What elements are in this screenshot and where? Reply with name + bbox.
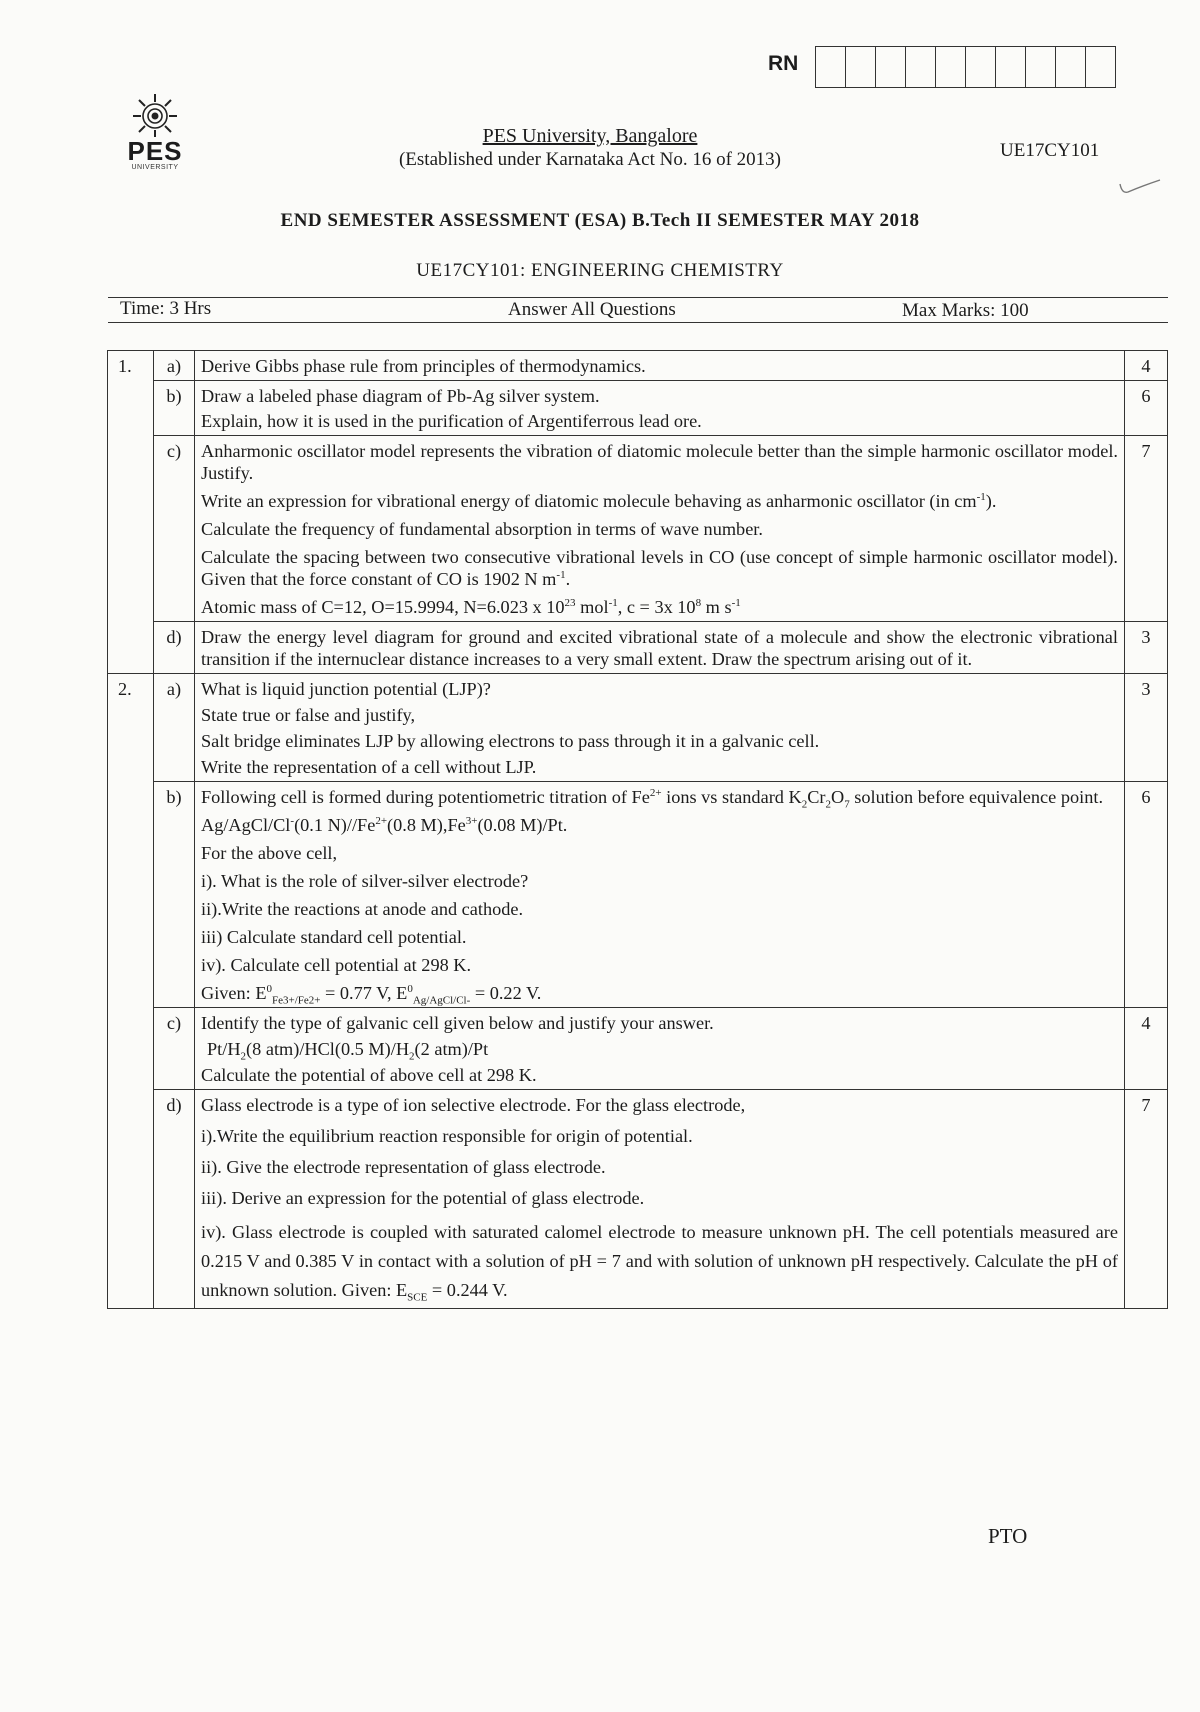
register-number-label: RN bbox=[768, 52, 799, 75]
marks: 3 bbox=[1125, 622, 1168, 674]
part-label: d) bbox=[154, 1090, 195, 1309]
max-marks: Max Marks: 100 bbox=[902, 300, 1029, 321]
text-line: $Pt/H_2(8$ atm)/HCl(0.5 $M)/H_2(2$ atm)/Pt bbox=[207, 1039, 489, 1063]
register-number-box[interactable] bbox=[816, 47, 846, 87]
marks: 7 bbox=[1125, 1090, 1168, 1309]
text-line: Derive Gibbs phase rule from principles of thermodynamics. bbox=[201, 356, 646, 376]
question-text bbox=[195, 381, 1125, 436]
divider bbox=[108, 297, 1168, 298]
question-text bbox=[195, 622, 1125, 674]
text-line: Draw a labeled phase diagram of Pb-Ag silver system. bbox=[201, 386, 600, 406]
text-line: State true or false and justify, bbox=[201, 705, 416, 725]
question-row bbox=[108, 351, 1168, 381]
question-row bbox=[108, 381, 1168, 436]
pencil-tick-icon bbox=[1118, 176, 1162, 200]
university-block bbox=[300, 124, 880, 172]
part-label: a) bbox=[154, 351, 195, 381]
course-code: UE17CY101 bbox=[1000, 140, 1100, 161]
question-row bbox=[108, 674, 1168, 782]
text-line: Calculate the potential of above cell at 298 K. bbox=[201, 1065, 537, 1085]
marks: 3 bbox=[1125, 674, 1168, 782]
question-text bbox=[195, 1008, 1125, 1090]
question-row bbox=[108, 622, 1168, 674]
text-line: iv). Glass electrode is coupled with saturated calomel electrode to measure unknown pH. The cell potentials measured are 0.215 V and 0.385 V in contact with a solution of pH = 7 and with solution of unknown pH respectively. Calculate the pH of unknown solution. Given: $E_{SCE} = 0.244$ V. bbox=[201, 1222, 1118, 1304]
text-line: What is liquid junction potential (LJP)? bbox=[201, 679, 491, 699]
register-number-box[interactable] bbox=[876, 47, 906, 87]
text-line: iii) Calculate standard cell potential. bbox=[201, 927, 467, 947]
establishment-note: (Established under Karnataka Act No. 16 of 2013) bbox=[398, 149, 781, 170]
text-line: Draw the energy level diagram for ground and excited vibrational state of a molecule and show the electronic vibrational transition if the internuclear distance increases to a very small extent. Draw the spectrum arising out of it. bbox=[201, 627, 1118, 669]
part-label: a) bbox=[154, 674, 195, 782]
question-text bbox=[195, 782, 1125, 1008]
question-row bbox=[108, 782, 1168, 1008]
university-name: PES University, Bangalore bbox=[482, 125, 698, 147]
marks: 4 bbox=[1125, 351, 1168, 381]
question-number: 1. bbox=[108, 351, 154, 674]
marks: 7 bbox=[1125, 436, 1168, 622]
register-number-boxes[interactable] bbox=[815, 46, 1116, 88]
text-line: Write the representation of a cell without LJP. bbox=[201, 757, 537, 777]
register-number-box[interactable] bbox=[996, 47, 1026, 87]
part-label: b) bbox=[154, 782, 195, 1008]
text-line: Identify the type of galvanic cell given below and justify your answer. bbox=[201, 1013, 714, 1033]
question-row bbox=[108, 436, 1168, 622]
text-line: ii). Give the electrode representation of glass electrode. bbox=[201, 1157, 606, 1177]
exam-title: END SEMESTER ASSESSMENT (ESA) B.Tech II SEMESTER MAY 2018 bbox=[280, 210, 920, 231]
question-row bbox=[108, 1008, 1168, 1090]
marks: 6 bbox=[1125, 381, 1168, 436]
question-text bbox=[195, 351, 1125, 381]
divider bbox=[108, 322, 1168, 323]
exam-instruction: Answer All Questions bbox=[508, 299, 676, 320]
part-label: c) bbox=[154, 436, 195, 622]
text-line: Salt bridge eliminates LJP by allowing electrons to pass through it in a galvanic cell. bbox=[201, 731, 820, 751]
question-text bbox=[195, 436, 1125, 622]
text-line: Given: $E^0_{Fe3+/Fe2+} = 0.77$ V, $E^0_{Ag/AgCl/Cl-} = 0.22$ V. bbox=[201, 982, 542, 1007]
subject-title: UE17CY101: ENGINEERING CHEMISTRY bbox=[416, 260, 784, 281]
questions-table bbox=[107, 350, 1168, 1309]
register-number-box[interactable] bbox=[966, 47, 996, 87]
question-row bbox=[108, 1090, 1168, 1309]
text-line: i). What is the role of silver-silver electrode? bbox=[201, 871, 529, 891]
part-label: b) bbox=[154, 381, 195, 436]
question-number: 2. bbox=[108, 674, 154, 1309]
marks: 6 bbox=[1125, 782, 1168, 1008]
marks: 4 bbox=[1125, 1008, 1168, 1090]
text-line: Anharmonic oscillator model represents the vibration of diatomic molecule better than the simple harmonic oscillator model. Justify. bbox=[201, 441, 1118, 483]
register-number-box[interactable] bbox=[1026, 47, 1056, 87]
text-line: Write an expression for vibrational energy of diatomic molecule behaving as anharmonic oscillator (in $cm^{-1}$). bbox=[201, 490, 997, 511]
text-line: i).Write the equilibrium reaction responsible for origin of potential. bbox=[201, 1126, 693, 1146]
part-label: d) bbox=[154, 622, 195, 674]
please-turn-over: PTO bbox=[988, 1524, 1028, 1548]
pes-logo bbox=[120, 92, 190, 171]
question-text bbox=[195, 674, 1125, 782]
text-line: ii).Write the reactions at anode and cathode. bbox=[201, 899, 524, 919]
text-line: Ag/AgCl/Cl-(0.1 $N)//Fe^{2+}(0.8$ $M),Fe^{3+}(0.08$ M)/Pt. bbox=[201, 814, 568, 835]
text-line: iv). Calculate cell potential at 298 K. bbox=[201, 955, 472, 975]
text-line: Explain, how it is used in the purification of Argentiferrous lead ore. bbox=[201, 411, 702, 431]
text-line: Glass electrode is a type of ion selective electrode. For the glass electrode, bbox=[201, 1095, 746, 1115]
text-line: iii). Derive an expression for the potential of glass electrode. bbox=[201, 1188, 645, 1208]
register-number-box[interactable] bbox=[906, 47, 936, 87]
text-line: Calculate the spacing between two consecutive vibrational levels in CO (use concept of simple harmonic oscillator model). Given that the force constant of CO is 1902 N $m^{-1}$. bbox=[201, 547, 1118, 589]
logo-wordmark: PES bbox=[127, 136, 183, 166]
exam-duration: Time: 3 Hrs bbox=[120, 298, 212, 319]
text-line: Calculate the frequency of fundamental absorption in terms of wave number. bbox=[201, 519, 763, 539]
university-emblem-icon bbox=[129, 92, 181, 138]
part-label: c) bbox=[154, 1008, 195, 1090]
register-number-box[interactable] bbox=[1086, 47, 1115, 87]
register-number-box[interactable] bbox=[846, 47, 876, 87]
logo-subtext: UNIVERSITY bbox=[131, 164, 179, 171]
text-line: For the above cell, bbox=[201, 843, 338, 863]
register-number-box[interactable] bbox=[1056, 47, 1086, 87]
text-line: Following cell is formed during potentiometric titration of $Fe^{2+}$ ions vs standard $K_2Cr_2O_7$ solution before equivalence point. bbox=[201, 786, 1104, 811]
question-text bbox=[195, 1090, 1125, 1309]
register-number-box[interactable] bbox=[936, 47, 966, 87]
text-line: Atomic mass of C=12, O=15.9994, N=6.023 x $10^{23}$ mol$^{-1}$, c = 3x $10^8$ m $s^{-1}$ bbox=[201, 596, 741, 617]
